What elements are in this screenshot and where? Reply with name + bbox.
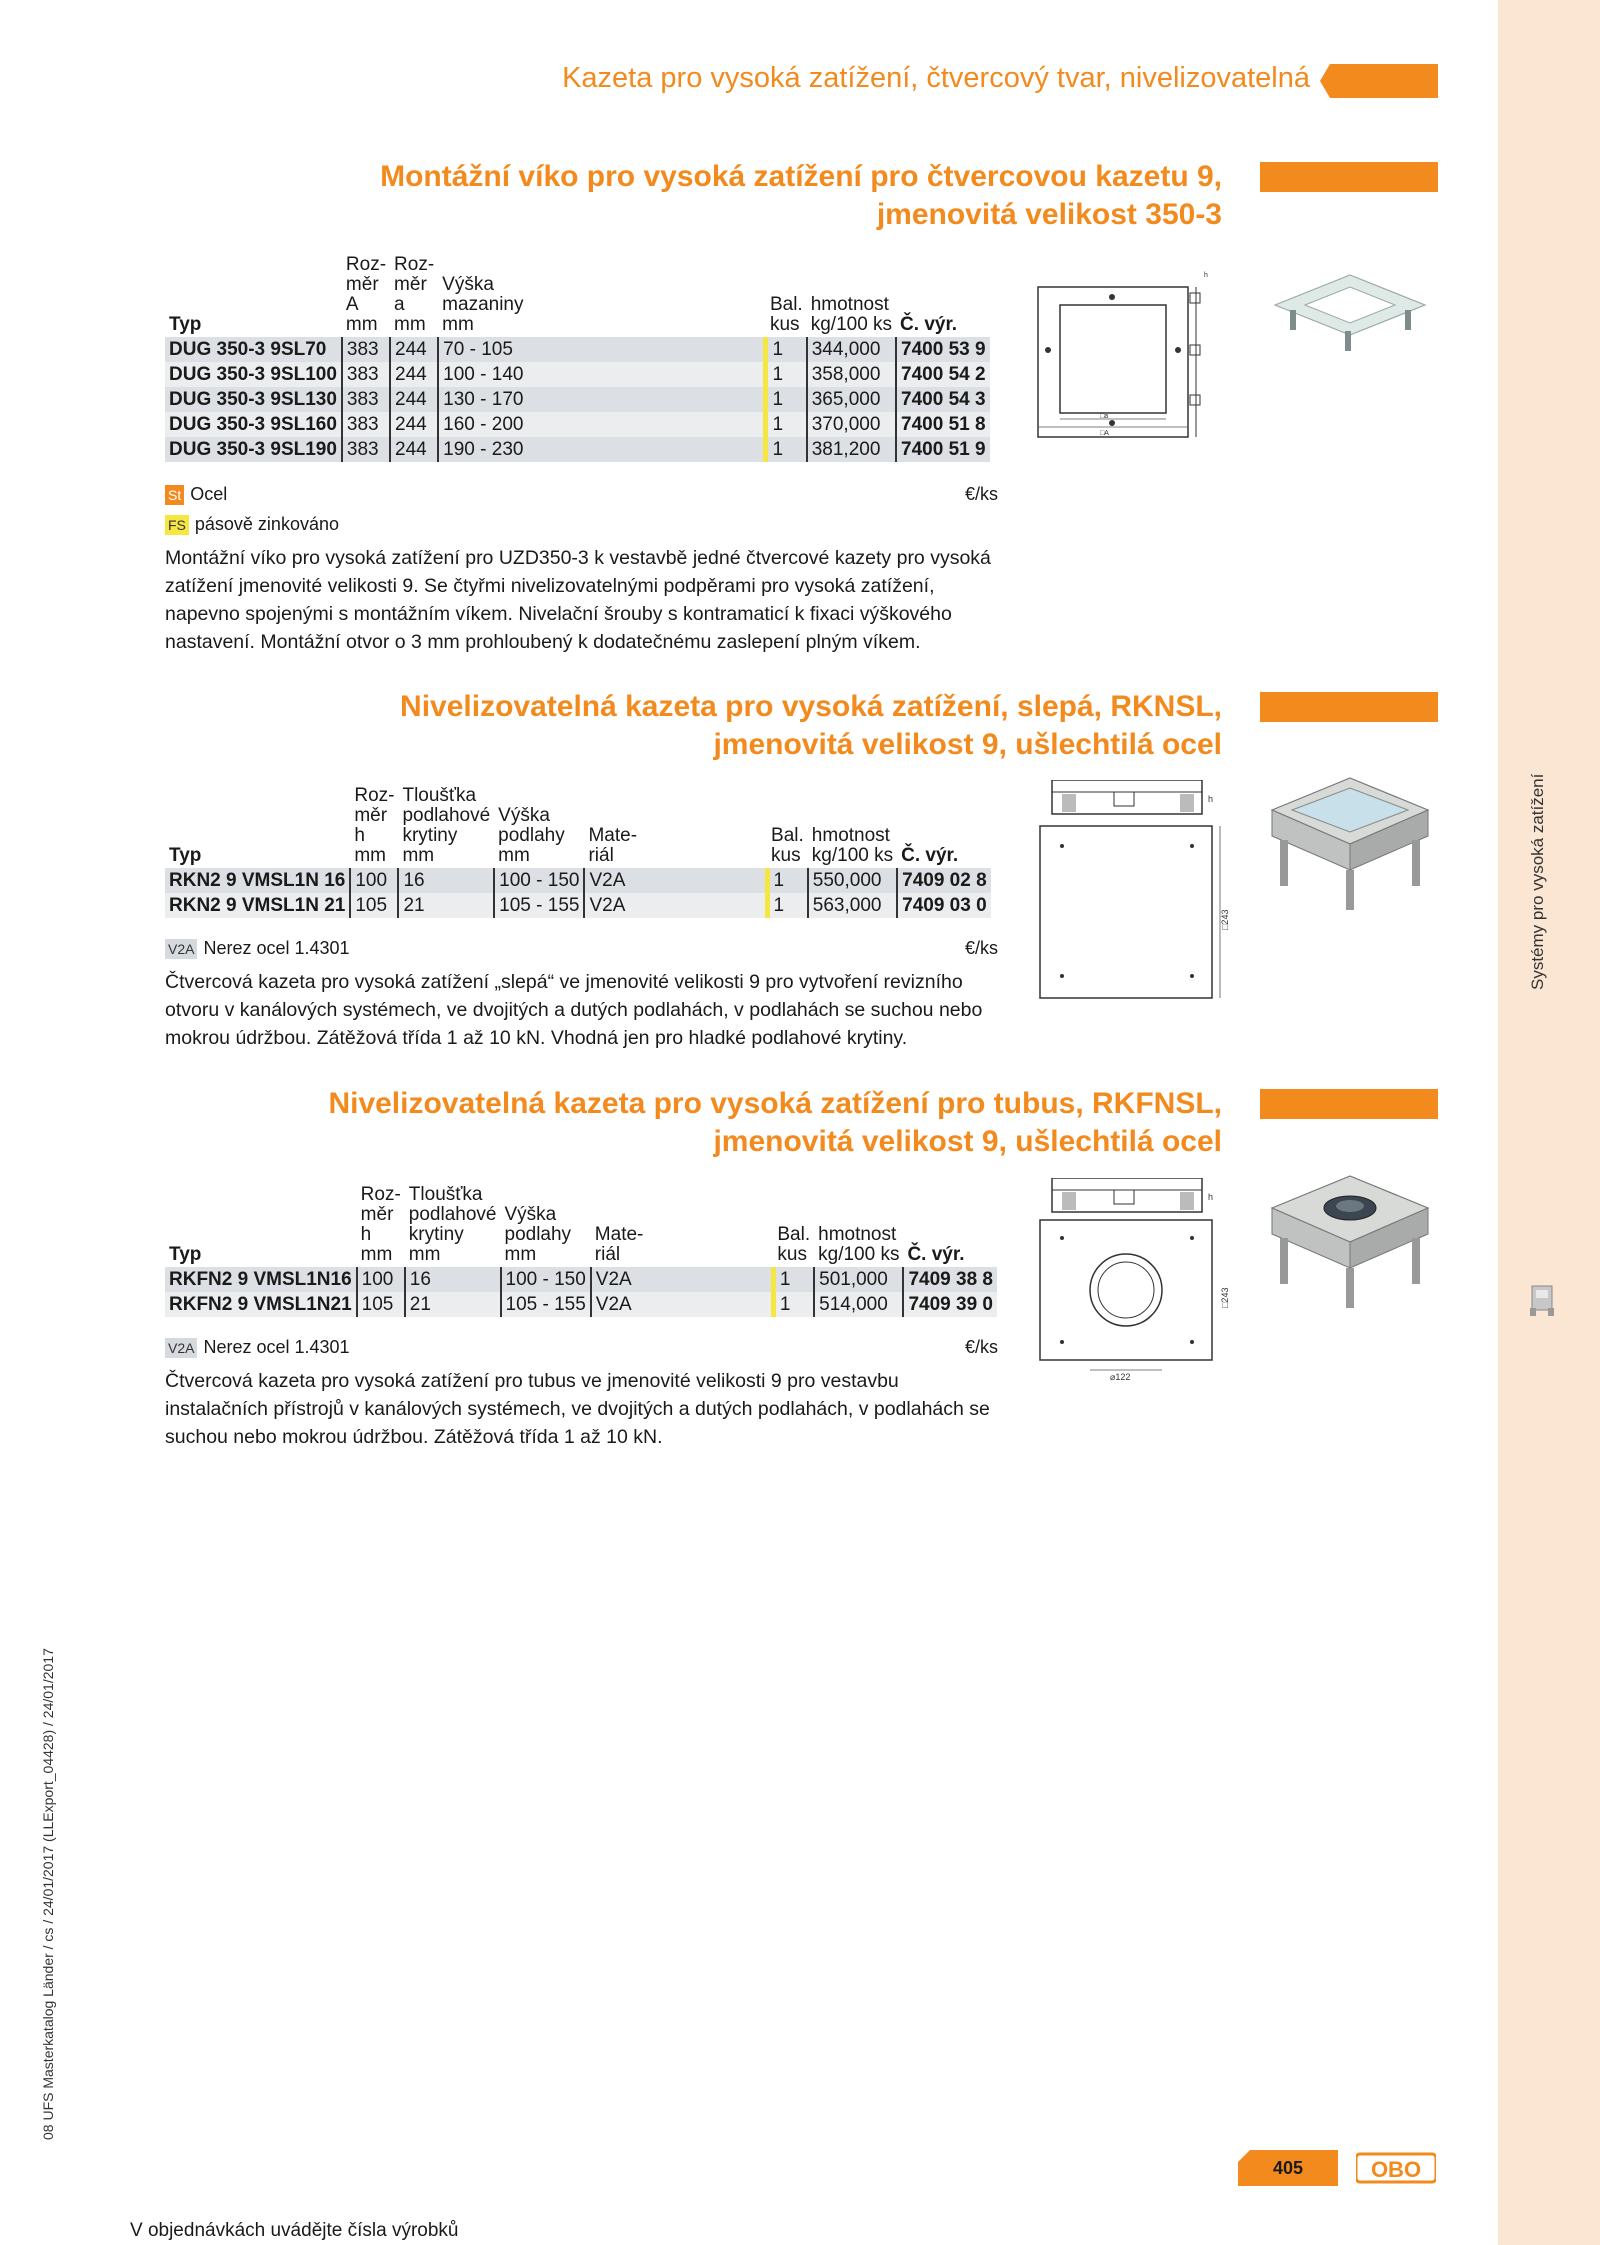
table-cell: 70 - 105 bbox=[438, 337, 766, 362]
article-number-cell: 7409 03 0 bbox=[897, 893, 991, 918]
type-cell: DUG 350-3 9SL190 bbox=[165, 437, 342, 462]
table-cell: 383 bbox=[342, 362, 390, 387]
table-cell: 130 - 170 bbox=[438, 387, 766, 412]
column-header-line: kus bbox=[777, 1244, 807, 1265]
table-cell: 383 bbox=[342, 387, 390, 412]
column-header-line: kg/100 ks bbox=[818, 1244, 900, 1265]
badge-v2a: V2A bbox=[165, 939, 197, 959]
table-row bbox=[165, 337, 990, 362]
column-header-line: Č. výr. bbox=[907, 1244, 965, 1265]
table-header-row bbox=[165, 786, 991, 868]
column-header-line: hmotnost bbox=[811, 825, 890, 846]
legend-v2a-3 bbox=[165, 1337, 350, 1358]
table-cell: 1 bbox=[767, 868, 808, 893]
column-header-line: kg/100 ks bbox=[811, 845, 894, 866]
column-header bbox=[165, 1185, 357, 1267]
drawing-3-label-h: h bbox=[1208, 1192, 1214, 1202]
table-cell: 550,000 bbox=[808, 868, 897, 893]
column-header-line: kus bbox=[769, 314, 800, 335]
section-3-title-line2: jmenovitá velikost 9, ušlechtilá ocel bbox=[713, 1125, 1222, 1158]
legend-v2a-text: Nerez ocel 1.4301 bbox=[203, 938, 350, 958]
column-header-line: podlahy bbox=[504, 1224, 572, 1245]
type-cell: DUG 350-3 9SL70 bbox=[165, 337, 342, 362]
column-header bbox=[165, 255, 342, 337]
table-cell: 244 bbox=[390, 387, 438, 412]
column-header-line: mm bbox=[442, 314, 474, 335]
table-cell: 100 - 150 bbox=[501, 1267, 591, 1292]
type-cell: RKN2 9 VMSL1N 21 bbox=[165, 893, 350, 918]
column-header-line: mm bbox=[345, 314, 378, 335]
badge-v2a: V2A bbox=[165, 1338, 197, 1358]
section-2-product-image bbox=[1262, 770, 1437, 920]
sidebar-label: Systémy pro vysoká zatížení bbox=[1528, 773, 1547, 990]
table-cell: 344,000 bbox=[807, 337, 896, 362]
type-cell: RKFN2 9 VMSL1N21 bbox=[165, 1292, 357, 1317]
legend-st bbox=[165, 484, 227, 505]
table-cell: 1 bbox=[766, 337, 807, 362]
table-cell: 100 - 150 bbox=[494, 868, 584, 893]
column-header-line: Roz- bbox=[345, 254, 387, 275]
page-number: 405 bbox=[1272, 2158, 1304, 2178]
badge-st: St bbox=[165, 485, 184, 505]
column-header bbox=[350, 786, 398, 868]
section-1-technical-drawing bbox=[1030, 265, 1220, 440]
table-cell: 1 bbox=[773, 1267, 814, 1292]
article-number-cell: 7400 51 9 bbox=[896, 437, 990, 462]
table-cell: 100 - 140 bbox=[438, 362, 766, 387]
column-header-line: Bal. bbox=[777, 1224, 811, 1245]
column-header bbox=[342, 255, 390, 337]
column-header-line: kus bbox=[771, 845, 801, 866]
section-1-title-line2: jmenovitá velikost 350-3 bbox=[876, 198, 1222, 231]
column-header bbox=[405, 1185, 501, 1267]
type-cell: DUG 350-3 9SL130 bbox=[165, 387, 342, 412]
column-header-line: mm bbox=[354, 845, 386, 866]
column-header-line: podlahové bbox=[408, 1204, 497, 1225]
table-row bbox=[165, 412, 990, 437]
section-3-title bbox=[242, 1085, 1222, 1161]
table-cell: 563,000 bbox=[808, 893, 897, 918]
table-cell: 1 bbox=[767, 893, 808, 918]
table-cell: 1 bbox=[766, 437, 807, 462]
drawing-1-label-a: □a bbox=[1100, 413, 1109, 420]
section-1-title-line1: Montážní víko pro vysoká zatížení pro čtvercovou kazetu 9, bbox=[380, 160, 1222, 193]
column-header-line: Výška bbox=[442, 274, 494, 295]
page-title: Kazeta pro vysoká zatížení, čtvercový tvar, nivelizovatelná bbox=[562, 62, 1310, 94]
column-header bbox=[773, 1185, 814, 1267]
table-cell: 190 - 230 bbox=[438, 437, 766, 462]
section-1-product-table bbox=[165, 255, 990, 462]
table-cell: 244 bbox=[390, 437, 438, 462]
table-cell: 100 bbox=[350, 868, 398, 893]
column-header bbox=[766, 255, 807, 337]
table-cell: 1 bbox=[766, 412, 807, 437]
table-cell: V2A bbox=[591, 1292, 774, 1317]
section-3-product-image bbox=[1262, 1168, 1437, 1318]
section-3-bar bbox=[1260, 1089, 1438, 1119]
section-3-technical-drawing bbox=[1030, 1178, 1230, 1383]
table-header-row bbox=[165, 1185, 997, 1267]
column-header-line: Č. výr. bbox=[900, 314, 958, 335]
table-row bbox=[165, 362, 990, 387]
legend-fs bbox=[165, 514, 339, 535]
column-header bbox=[767, 786, 808, 868]
table-row bbox=[165, 387, 990, 412]
column-header bbox=[814, 1185, 903, 1267]
column-header bbox=[357, 1185, 405, 1267]
table-cell: 21 bbox=[398, 893, 494, 918]
table-cell: 514,000 bbox=[814, 1292, 903, 1317]
article-number-cell: 7409 02 8 bbox=[897, 868, 991, 893]
drawing-3-label-size: □243 bbox=[1220, 1287, 1230, 1308]
article-number-cell: 7400 54 3 bbox=[896, 387, 990, 412]
column-header-line: měr bbox=[394, 274, 427, 295]
drawing-2-label-h: h bbox=[1208, 794, 1214, 804]
footer-note: V objednávkách uvádějte čísla výrobků bbox=[130, 2220, 459, 2241]
drawing-1-label-A: □A bbox=[1100, 430, 1109, 437]
type-cell: RKN2 9 VMSL1N 16 bbox=[165, 868, 350, 893]
column-header-line: hmotnost bbox=[810, 294, 889, 315]
column-header-line: Výška bbox=[498, 805, 550, 826]
column-header-line: hmotnost bbox=[818, 1224, 897, 1245]
table-cell: 1 bbox=[766, 362, 807, 387]
column-header bbox=[501, 1185, 591, 1267]
column-header-line: podlahy bbox=[498, 825, 565, 846]
table-cell: 105 - 155 bbox=[494, 893, 584, 918]
column-header-line: měr bbox=[345, 274, 379, 295]
column-header bbox=[398, 786, 494, 868]
column-header bbox=[438, 255, 766, 337]
section-3-product-table bbox=[165, 1185, 997, 1317]
type-cell: DUG 350-3 9SL160 bbox=[165, 412, 342, 437]
table-cell: 1 bbox=[766, 387, 807, 412]
section-2-product-table bbox=[165, 786, 991, 918]
table-row bbox=[165, 1292, 997, 1317]
section-3-unit: €/ks bbox=[964, 1337, 998, 1357]
column-header bbox=[808, 786, 897, 868]
column-header bbox=[807, 255, 896, 337]
header-tab-marker bbox=[1320, 64, 1438, 98]
column-header-line: mm bbox=[504, 1244, 537, 1265]
column-header bbox=[584, 786, 767, 868]
column-header-line: mm bbox=[394, 314, 426, 335]
table-cell: 16 bbox=[405, 1267, 501, 1292]
table-cell: 100 bbox=[357, 1267, 405, 1292]
table-cell: V2A bbox=[591, 1267, 774, 1292]
section-2-description: Čtvercová kazeta pro vysoká zatížení „slepá“ ve jmenovité velikosti 9 pro vytvoření revizního otvoru v kanálových systémech, ve dvojitých a dutých podlahách, v podlahách se suchou nebo mokrou údržbou. Zátěžová třída 1 až 10 kN. Vhodná jen pro hladké podlahové krytiny. bbox=[165, 971, 983, 1049]
column-header-line: Výška bbox=[504, 1204, 557, 1225]
section-2-title bbox=[242, 688, 1222, 764]
table-cell: V2A bbox=[584, 893, 767, 918]
column-header-line: krytiny bbox=[408, 1224, 464, 1245]
column-header-line: Bal. bbox=[771, 825, 804, 846]
column-header-line: Typ bbox=[169, 314, 202, 335]
section-1-title bbox=[242, 158, 1222, 234]
table-cell: 383 bbox=[342, 437, 390, 462]
section-3-description: Čtvercová kazeta pro vysoká zatížení pro tubus ve jmenovité velikosti 9 pro vestavbu instalačních přístrojů v kanálových systémech, ve dvojitých a dutých podlahách, v podlahách se suchou nebo mokrou údržbou. Zátěžová třída 1 až 10 kN. bbox=[165, 1370, 990, 1448]
section-2-title-line2: jmenovitá velikost 9, ušlechtilá ocel bbox=[713, 728, 1222, 761]
legend-st-text: Ocel bbox=[190, 484, 228, 504]
section-2-bar bbox=[1260, 692, 1438, 722]
table-cell: 365,000 bbox=[807, 387, 896, 412]
legend-v2a-2 bbox=[165, 938, 350, 959]
column-header bbox=[591, 1185, 774, 1267]
column-header-line: Roz- bbox=[360, 1184, 401, 1205]
article-number-cell: 7409 38 8 bbox=[903, 1267, 997, 1292]
column-header-line: Typ bbox=[169, 1244, 202, 1265]
column-header-line: Roz- bbox=[394, 254, 435, 275]
section-2-technical-drawing bbox=[1030, 780, 1230, 1000]
table-cell: 105 bbox=[350, 893, 398, 918]
article-number-cell: 7400 54 2 bbox=[896, 362, 990, 387]
column-header-line: Č. výr. bbox=[901, 845, 959, 866]
drawing-2-label-size: □243 bbox=[1220, 909, 1230, 930]
column-header-line: kg/100 ks bbox=[810, 314, 893, 335]
column-header-line: riál bbox=[588, 845, 614, 866]
catalog-reference: 08 UFS Masterkatalog Länder / cs / 24/01/2017 (LLExport_04428) / 24/01/2017 bbox=[40, 1648, 56, 2140]
section-1-product-image bbox=[1265, 265, 1435, 355]
column-header-line: h bbox=[354, 825, 365, 846]
table-cell: V2A bbox=[584, 868, 767, 893]
table-cell: 381,200 bbox=[807, 437, 896, 462]
table-cell: 1 bbox=[773, 1292, 814, 1317]
section-3-title-line1: Nivelizovatelná kazeta pro vysoká zatížení pro tubus, RKFNSL, bbox=[328, 1087, 1222, 1120]
section-1-unit: €/ks bbox=[964, 484, 998, 504]
table-cell: 370,000 bbox=[807, 412, 896, 437]
column-header-line: krytiny bbox=[402, 825, 458, 846]
product-thumbnail-icon bbox=[1528, 1280, 1558, 1320]
column-header bbox=[897, 786, 991, 868]
column-header bbox=[494, 786, 584, 868]
column-header-line: Tloušťka bbox=[402, 785, 477, 806]
table-cell: 244 bbox=[390, 362, 438, 387]
table-row bbox=[165, 437, 990, 462]
obo-logo-text: OBO bbox=[1370, 2157, 1422, 2182]
table-cell: 244 bbox=[390, 412, 438, 437]
drawing-3-label-dia: ⌀122 bbox=[1110, 1372, 1131, 1382]
table-cell: 160 - 200 bbox=[438, 412, 766, 437]
column-header-line: Typ bbox=[169, 845, 202, 866]
column-header-line: mm bbox=[402, 845, 435, 866]
column-header-line: Bal. bbox=[769, 294, 803, 315]
type-cell: RKFN2 9 VMSL1N16 bbox=[165, 1267, 357, 1292]
column-header-line: riál bbox=[594, 1244, 621, 1265]
table-cell: 105 - 155 bbox=[501, 1292, 591, 1317]
column-header bbox=[390, 255, 438, 337]
table-row bbox=[165, 1267, 997, 1292]
badge-fs: FS bbox=[165, 515, 189, 535]
column-header-line: Mate- bbox=[594, 1224, 644, 1245]
legend-fs-text: pásově zinkováno bbox=[194, 514, 339, 534]
column-header-line: a bbox=[394, 294, 405, 315]
column-header-line: mm bbox=[360, 1244, 393, 1265]
column-header bbox=[165, 786, 350, 868]
column-header-line: podlahové bbox=[402, 805, 491, 826]
article-number-cell: 7409 39 0 bbox=[903, 1292, 997, 1317]
section-1-bar bbox=[1260, 162, 1438, 192]
table-cell: 244 bbox=[390, 337, 438, 362]
column-header bbox=[896, 255, 990, 337]
column-header bbox=[903, 1185, 997, 1267]
type-cell: DUG 350-3 9SL100 bbox=[165, 362, 342, 387]
table-cell: 358,000 bbox=[807, 362, 896, 387]
table-cell: 105 bbox=[357, 1292, 405, 1317]
table-row bbox=[165, 893, 991, 918]
column-header-line: A bbox=[345, 294, 359, 315]
column-header-line: mm bbox=[498, 845, 530, 866]
legend-v2a-text: Nerez ocel 1.4301 bbox=[203, 1337, 350, 1357]
table-header-row bbox=[165, 255, 990, 337]
section-2-title-line1: Nivelizovatelná kazeta pro vysoká zatížení, slepá, RKNSL, bbox=[400, 690, 1222, 723]
column-header-line: měr bbox=[360, 1204, 394, 1225]
column-header-line: Mate- bbox=[588, 825, 638, 846]
column-header-line: Tloušťka bbox=[408, 1184, 483, 1205]
sidebar-band bbox=[1498, 0, 1600, 2245]
table-cell: 501,000 bbox=[814, 1267, 903, 1292]
table-row bbox=[165, 868, 991, 893]
table-cell: 16 bbox=[398, 868, 494, 893]
column-header-line: Roz- bbox=[354, 785, 395, 806]
column-header-line: mazaniny bbox=[442, 294, 524, 315]
article-number-cell: 7400 53 9 bbox=[896, 337, 990, 362]
section-1-description: Montážní víko pro vysoká zatížení pro UZD350-3 k vestavbě jedné čtvercové kazety pro vysoká zatížení jmenovité velikosti 9. Se čtyřmi nivelizovatelnými podpěrami pro vysoká zatížení, napevno spojenými s montážním víkem. Nivelační šrouby s kontramaticí k fixaci výškového nastavení. Montážní otvor o 3 mm prohloubený k dodatečnému zaslepení plným víkem. bbox=[165, 547, 991, 653]
column-header-line: mm bbox=[408, 1244, 441, 1265]
section-2-unit: €/ks bbox=[964, 938, 998, 958]
column-header-line: měr bbox=[354, 805, 388, 826]
obo-logo bbox=[1356, 2150, 1436, 2186]
column-header-line: h bbox=[360, 1224, 372, 1245]
article-number-cell: 7400 51 8 bbox=[896, 412, 990, 437]
table-cell: 21 bbox=[405, 1292, 501, 1317]
drawing-1-label-h: h bbox=[1204, 272, 1208, 279]
table-cell: 383 bbox=[342, 337, 390, 362]
table-cell: 383 bbox=[342, 412, 390, 437]
